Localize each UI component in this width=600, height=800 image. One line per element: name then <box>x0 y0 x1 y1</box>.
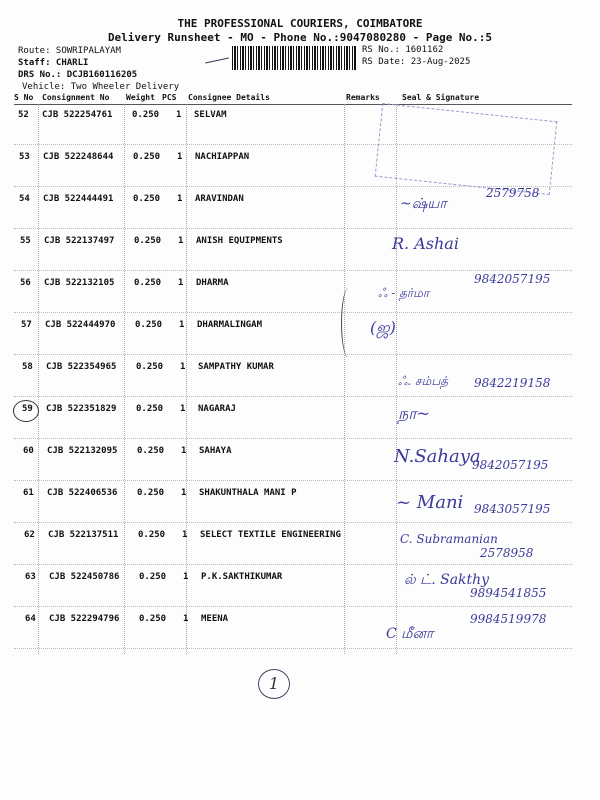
cell-weight: 0.250 <box>139 572 167 582</box>
cell-consignee: SHAKUNTHALA MANI P <box>199 488 297 498</box>
company-title: THE PROFESSIONAL COURIERS, COIMBATORE <box>177 17 423 30</box>
cell-weight: 0.250 <box>137 446 165 456</box>
runsheet-subtitle: Delivery Runsheet - MO - Phone No.:9047080280 - Page No.:5 <box>107 31 493 44</box>
signature-60: N.Sahaya <box>394 446 481 467</box>
cell-consignment: CJB 522444491 <box>43 194 114 204</box>
column-header-pcs: PCS <box>162 93 177 102</box>
drs-label: DRS No.: DCJB160116205 <box>18 70 138 80</box>
row-divider <box>14 396 572 397</box>
cell-sno: 62 <box>24 530 35 540</box>
signature-54: ~ஷ்யா <box>400 196 447 212</box>
cell-weight: 0.250 <box>133 152 161 162</box>
cell-pcs: 1 <box>181 488 187 498</box>
cell-pcs: 1 <box>180 404 186 414</box>
cell-weight: 0.250 <box>136 362 164 372</box>
cell-consignment: CJB 522444970 <box>45 320 116 330</box>
cell-consignee: ANISH EQUIPMENTS <box>196 236 283 246</box>
row-divider <box>14 354 572 355</box>
cell-consignee: SAMPATHY KUMAR <box>198 362 274 372</box>
row-divider <box>14 438 572 439</box>
staff-label: Staff: CHARLI <box>18 58 89 68</box>
cell-weight: 0.250 <box>136 404 164 414</box>
row-divider <box>14 606 572 607</box>
cell-weight: 0.250 <box>134 236 162 246</box>
cell-pcs: 1 <box>181 446 187 456</box>
cell-consignment: CJB 522132095 <box>47 446 118 456</box>
cell-consignee: NACHIAPPAN <box>195 152 250 162</box>
cell-consignee: DHARMA <box>196 278 229 288</box>
row-divider <box>14 228 572 229</box>
cell-sno: 59 <box>22 404 33 414</box>
cell-pcs: 1 <box>178 278 184 288</box>
table-row <box>4 404 600 446</box>
row-divider <box>14 522 572 523</box>
cell-consignment: CJB 522351829 <box>46 404 117 414</box>
table-row <box>1 194 600 236</box>
cell-consignee: DHARMALINGAM <box>197 320 263 330</box>
cell-pcs: 1 <box>180 362 186 372</box>
handwritten-phone-58: 9842219158 <box>474 376 551 390</box>
signature-56: ஃ - தர்மா <box>378 286 430 300</box>
cell-consignee: SAHAYA <box>199 446 232 456</box>
signature-59: நா~ <box>398 404 431 423</box>
cell-consignment: CJB 522132105 <box>44 278 115 288</box>
cell-sno: 61 <box>23 488 34 498</box>
cell-weight: 0.250 <box>132 110 160 120</box>
cell-weight: 0.250 <box>133 194 161 204</box>
rs-date-label: RS Date: 23-Aug-2025 <box>362 57 471 67</box>
remarks-bracket <box>341 288 356 358</box>
column-header-weight: Weight <box>126 93 155 102</box>
cell-consignment: CJB 522248644 <box>43 152 114 162</box>
cell-pcs: 1 <box>177 194 183 204</box>
handwritten-phone-63: 9894541855 <box>470 586 547 600</box>
cell-consignee: ARAVINDAN <box>195 194 244 204</box>
barcode <box>232 46 356 70</box>
cell-consignment: CJB 522254761 <box>42 110 113 120</box>
cell-pcs: 1 <box>179 320 185 330</box>
cell-weight: 0.250 <box>139 614 167 624</box>
row-divider <box>14 648 572 649</box>
cell-consignee: MEENA <box>201 614 229 624</box>
row-divider <box>14 564 572 565</box>
handwritten-phone-56: 9842057195 <box>474 272 551 286</box>
cell-pcs: 1 <box>178 236 184 246</box>
column-header-seal: Seal & Signature <box>402 93 480 102</box>
signature-57: (ஜ) <box>370 318 396 337</box>
cell-sno: 54 <box>19 194 30 204</box>
cell-sno: 53 <box>19 152 30 162</box>
handwritten-phone-61: 9843057195 <box>474 502 551 516</box>
column-header-consignment: Consignment No <box>42 93 110 102</box>
cell-pcs: 1 <box>183 614 189 624</box>
signature-61: ~ Mani <box>396 492 464 513</box>
cell-sno: 58 <box>22 362 33 372</box>
cell-pcs: 1 <box>177 152 183 162</box>
handwritten-phone-60: 9842057195 <box>472 458 549 472</box>
cell-weight: 0.250 <box>137 488 165 498</box>
signature-64: C மீனா <box>386 626 434 642</box>
cell-weight: 0.250 <box>138 530 166 540</box>
circled-sno-59 <box>13 400 39 422</box>
row-divider <box>14 312 572 313</box>
cell-sno: 55 <box>20 236 31 246</box>
route-label: Route: SOWRIPALAYAM <box>18 46 121 56</box>
column-header-consignee: Consignee Details <box>188 93 270 102</box>
cell-sno: 52 <box>18 110 29 120</box>
signature-58: ஃ. சம்பத் <box>398 374 449 388</box>
cell-weight: 0.250 <box>134 278 162 288</box>
circled-number: 1 <box>258 669 290 699</box>
cell-pcs: 1 <box>183 572 189 582</box>
signature-55: R. Ashai <box>392 234 459 253</box>
cell-consignee: SELECT TEXTILE ENGINEERING <box>200 530 341 540</box>
table-row <box>3 320 600 362</box>
vehicle-label: Vehicle: Two Wheeler Delivery <box>22 82 180 92</box>
column-header-remarks: Remarks <box>346 93 380 102</box>
row-divider <box>14 270 572 271</box>
cell-consignee: NAGARAJ <box>198 404 236 414</box>
cell-pcs: 1 <box>182 530 188 540</box>
cell-consignment: CJB 522450786 <box>49 572 120 582</box>
cell-sno: 60 <box>23 446 34 456</box>
cell-consignee: P.K.SAKTHIKUMAR <box>201 572 283 582</box>
cell-sno: 63 <box>25 572 36 582</box>
cell-sno: 57 <box>21 320 32 330</box>
handwritten-dash <box>205 58 229 64</box>
rs-no-label: RS No.: 1601162 <box>362 45 444 55</box>
handwritten-phone-62: 2578958 <box>480 546 534 560</box>
cell-sno: 56 <box>20 278 31 288</box>
row-divider <box>14 480 572 481</box>
header-rule <box>14 104 572 105</box>
cell-consignment: CJB 522137497 <box>44 236 115 246</box>
handwritten-phone-54: 2579758 <box>486 186 540 200</box>
handwritten-phone-64: 9984519978 <box>470 612 547 626</box>
column-header-sno: S No <box>14 93 34 102</box>
cell-consignment: CJB 522354965 <box>46 362 117 372</box>
cell-consignment: CJB 522137511 <box>48 530 119 540</box>
cell-consignee: SELVAM <box>194 110 227 120</box>
cell-pcs: 1 <box>176 110 182 120</box>
cell-consignment: CJB 522406536 <box>47 488 118 498</box>
signature-62: C. Subramanian <box>400 532 498 546</box>
cell-consignment: CJB 522294796 <box>49 614 120 624</box>
cell-sno: 64 <box>25 614 36 624</box>
signature-63: ல் ட். Sakthy <box>404 572 490 588</box>
cell-weight: 0.250 <box>135 320 163 330</box>
